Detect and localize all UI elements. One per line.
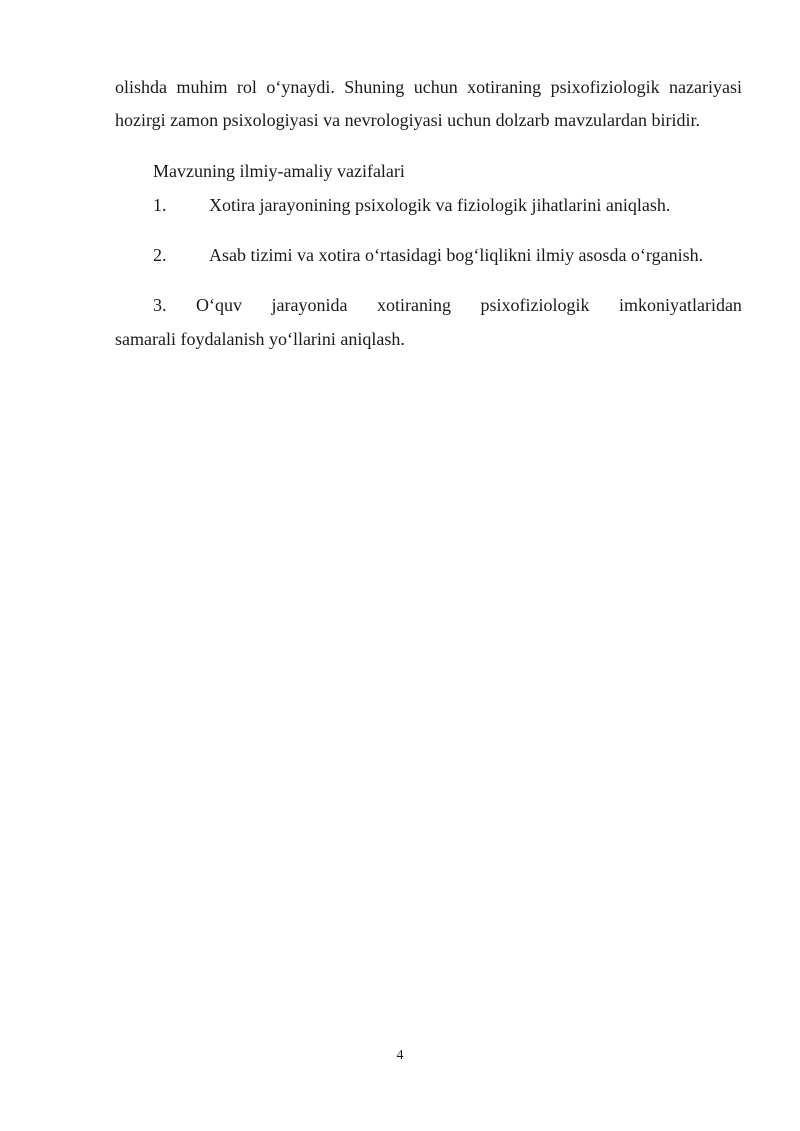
list-item-word: jarayonida (271, 295, 348, 315)
list-item-word: xotiraning (376, 295, 451, 315)
section-heading: Mavzuning ilmiy-amaliy vazifalari (153, 161, 405, 181)
list-item-number: 2. (153, 245, 167, 265)
list-item-3-continuation: samarali foydalanish yo‘llarini aniqlash. (115, 329, 405, 349)
list-item-word: imkoniyatlaridan (618, 295, 742, 315)
list-item-word: O‘quv (196, 295, 242, 315)
list-item-text: Xotira jarayonining psixologik va fiziologik jihatlarini aniqlash. (209, 195, 671, 215)
list-item-number: 3. (153, 295, 167, 315)
page-number: 4 (396, 1048, 404, 1063)
list-item-3-first-line (153, 293, 742, 317)
intro-paragraph-line-2: hozirgi zamon psixologiyasi va nevrologiyasi uchun dolzarb mavzulardan biridir. (115, 110, 701, 130)
intro-paragraph-line-1: olishda muhim rol o‘ynaydi. Shuning uchun xotiraning psixofiziologik nazariyasi (115, 77, 742, 97)
list-item-number: 1. (153, 195, 167, 215)
list-item-word: psixofiziologik (480, 295, 590, 315)
list-item-text: Asab tizimi va xotira o‘rtasidagi bog‘liqlikni ilmiy asosda o‘rganish. (209, 245, 704, 265)
